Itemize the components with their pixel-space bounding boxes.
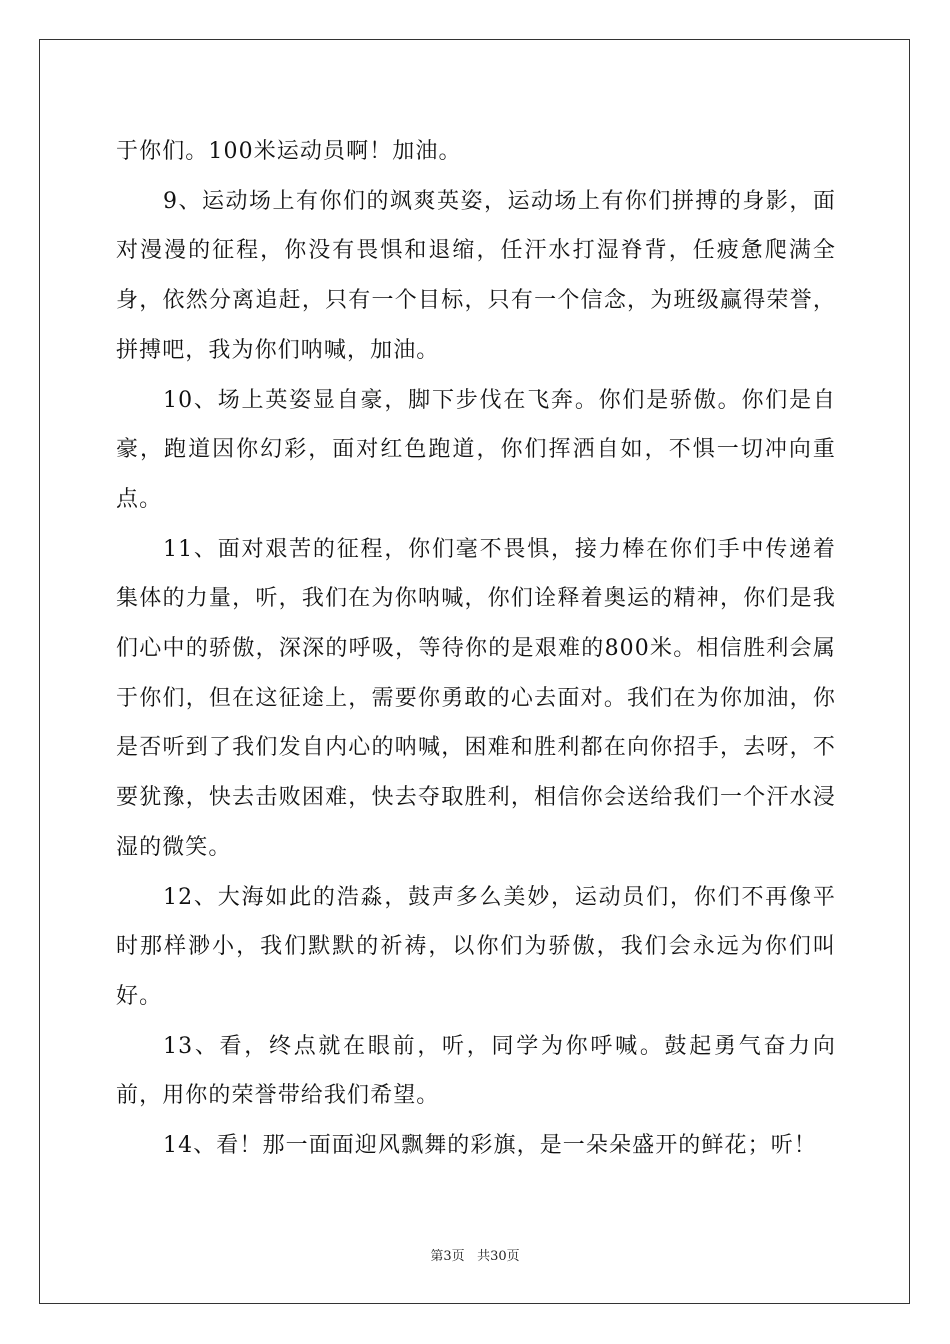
paragraph-item-10: 10、场上英姿显自豪，脚下步伐在飞奔。你们是骄傲。你们是自豪，跑道因你幻彩，面对红色跑道，你们挥洒自如，不惧一切冲向重点。 bbox=[116, 387, 836, 512]
paragraph-item-11: 11、面对艰苦的征程，你们毫不畏惧，接力棒在你们手中传递着集体的力量，听，我们在为你呐喊，你们诠释着奥运的精神，你们是我们心中的骄傲，深深的呼吸，等待你的是艰难的800米。相信胜利会属于你们，但在这征途上，需要你勇敢的心去面对。我们在为你加油，你是否听到了我们发自内心的呐喊，困难和胜利都在向你招手，去呀，不要犹豫，快去击败困难，快去夺取胜利，相信你会送给我们一个汗水浸湿的微笑。 bbox=[116, 536, 836, 860]
paragraph-item-14: 14、看！那一面面迎风飘舞的彩旗，是一朵朵盛开的鲜花；听！ bbox=[163, 1133, 817, 1159]
document-body bbox=[116, 127, 836, 1171]
page-footer bbox=[0, 1248, 950, 1266]
page-number: 第3页 bbox=[430, 1249, 465, 1264]
paragraph-item-9: 9、运动场上有你们的飒爽英姿，运动场上有你们拼搏的身影，面对漫漫的征程，你没有畏惧和退缩，任汗水打湿脊背，任疲惫爬满全身，依然分离追赶，只有一个目标，只有一个信念，为班级赢得荣誉，拼搏吧，我为你们呐喊，加油。 bbox=[116, 188, 836, 363]
paragraph-continuation: 于你们。100米运动员啊！加油。 bbox=[116, 139, 462, 164]
page-total: 共30页 bbox=[477, 1249, 520, 1264]
paragraph-item-13: 13、看，终点就在眼前，听，同学为你呼喊。鼓起勇气奋力向前，用你的荣誉带给我们希望。 bbox=[116, 1033, 836, 1109]
paragraph-item-12: 12、大海如此的浩淼，鼓声多么美妙，运动员们，你们不再像平时那样渺小，我们默默的祈祷，以你们为骄傲，我们会永远为你们叫好。 bbox=[116, 884, 836, 1009]
